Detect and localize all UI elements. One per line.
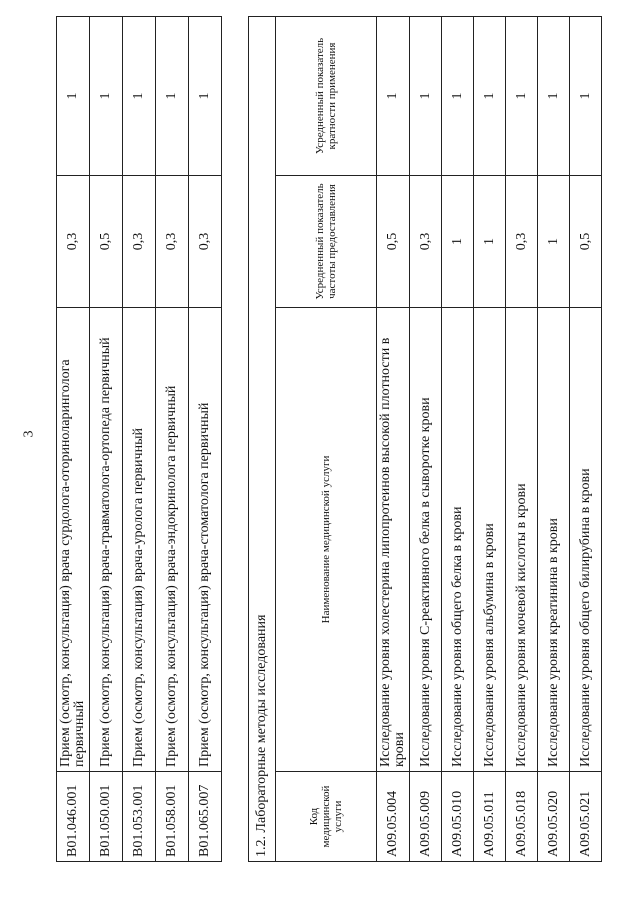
service-code: B01.058.001 (156, 772, 189, 862)
service-name: Прием (осмотр, консультация) врача-стоматолога первичный (189, 308, 222, 772)
table-row (570, 16, 602, 861)
multiplicity-value: 1 (189, 17, 222, 176)
service-name: Исследование уровня общего белка в крови (442, 308, 474, 772)
service-code: A09.05.011 (474, 772, 506, 862)
multiplicity-value: 1 (123, 17, 156, 176)
service-code: B01.053.001 (123, 772, 156, 862)
frequency-value: 0,3 (156, 176, 189, 308)
multiplicity-value: 1 (156, 17, 189, 176)
services-table-consultations (56, 16, 222, 862)
table-row (90, 17, 123, 862)
multiplicity-value: 1 (474, 16, 506, 175)
service-code: A09.05.020 (538, 772, 570, 862)
table-row (474, 16, 506, 861)
frequency-value: 1 (538, 176, 570, 308)
section-row (249, 16, 276, 861)
service-code: A09.05.010 (442, 772, 474, 862)
header-name: Наименование медицинской услуги (276, 308, 377, 772)
service-name: Исследование уровня общего билирубина в крови (570, 308, 602, 772)
header-multiplicity: Усредненный показатель кратности применения (276, 16, 377, 175)
multiplicity-value: 1 (506, 16, 538, 175)
frequency-value: 0,3 (57, 176, 90, 308)
table-row (189, 17, 222, 862)
service-code: A09.05.021 (570, 772, 602, 862)
service-name: Исследование уровня альбумина в крови (474, 308, 506, 772)
service-code: B01.046.001 (57, 772, 90, 862)
section-title: 1.2. Лабораторные методы исследования (249, 16, 276, 861)
service-name: Прием (осмотр, консультация) врача-эндокринолога первичный (156, 308, 189, 772)
frequency-value: 0,3 (123, 176, 156, 308)
table-row (377, 16, 410, 861)
multiplicity-value: 1 (90, 17, 123, 176)
frequency-value: 0,3 (189, 176, 222, 308)
multiplicity-value: 1 (410, 16, 442, 175)
frequency-value: 0,3 (506, 176, 538, 308)
rotated-content (56, 17, 596, 862)
frequency-value: 0,5 (377, 176, 410, 308)
table-row (57, 17, 90, 862)
table-row (410, 16, 442, 861)
multiplicity-value: 1 (377, 16, 410, 175)
service-name: Прием (осмотр, консультация) врача сурдолога-оториноларинголога первичный (57, 308, 90, 772)
service-code: A09.05.009 (410, 772, 442, 862)
table-row (156, 17, 189, 862)
service-name: Исследование уровня мочевой кислоты в крови (506, 308, 538, 772)
service-name: Исследование уровня С-реактивного белка в сыворотке крови (410, 308, 442, 772)
table-row (538, 16, 570, 861)
multiplicity-value: 1 (570, 16, 602, 175)
table-row (123, 17, 156, 862)
header-frequency: Усредненный показатель частоты предоставления (276, 176, 377, 308)
multiplicity-value: 1 (57, 17, 90, 176)
frequency-value: 0,5 (90, 176, 123, 308)
frequency-value: 1 (474, 176, 506, 308)
multiplicity-value: 1 (442, 16, 474, 175)
frequency-value: 1 (442, 176, 474, 308)
header-row (276, 16, 377, 861)
table-row (506, 16, 538, 861)
service-code: B01.050.001 (90, 772, 123, 862)
frequency-value: 0,3 (410, 176, 442, 308)
header-code: Код медицинской услуги (276, 772, 377, 862)
service-code: B01.065.007 (189, 772, 222, 862)
service-name: Прием (осмотр, консультация) врача-уролога первичный (123, 308, 156, 772)
service-name: Исследование уровня холестерина липопротеинов высокой плотности в крови (377, 308, 410, 772)
page-number: 3 (21, 430, 37, 438)
service-name: Исследование уровня креатинина в крови (538, 308, 570, 772)
service-code: A09.05.018 (506, 772, 538, 862)
service-name: Прием (осмотр, консультация) врача-травматолога-ортопеда первичный (90, 308, 123, 772)
service-code: A09.05.004 (377, 772, 410, 862)
table-row (442, 16, 474, 861)
frequency-value: 0,5 (570, 176, 602, 308)
multiplicity-value: 1 (538, 16, 570, 175)
services-table-laboratory (248, 16, 602, 862)
